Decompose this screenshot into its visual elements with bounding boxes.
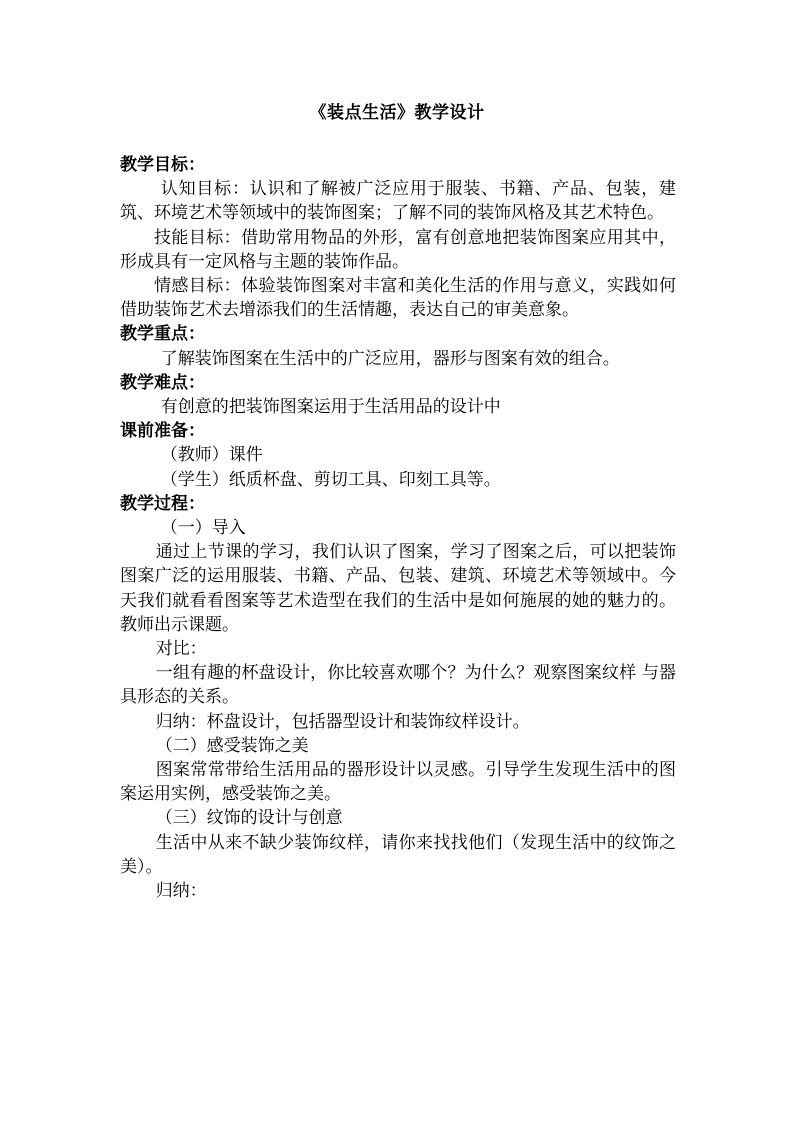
paragraph-goal-skill: 技能目标：借助常用物品的外形，富有创意地把装饰图案应用其中，形成具有一定风格与主题的装饰作品。 xyxy=(120,227,676,272)
section-heading-goals: 教学目标： xyxy=(120,155,205,175)
paragraph-prep-student: （学生）纸质杯盘、剪切工具、印刻工具等。 xyxy=(160,469,501,490)
section-heading-key-points: 教学重点： xyxy=(120,324,205,345)
paragraph-step-1: 通过上节课的学习，我们认识了图案，学习了图案之后，可以把装饰图案广泛的运用服装、书籍、产品、包装、建筑、环境艺术等领域中。今天我们就看看图案等艺术造型在我们的生活中是如何施展的她的魅力的。教师出示课题。 xyxy=(120,542,676,635)
paragraph-goal-cognitive: 认知目标：认识和了解被广泛应用于服装、书籍、产品、包装，建筑、环境艺术等领域中的装饰图案；了解不同的装饰风格及其艺术特色。 xyxy=(120,179,676,224)
paragraph-difficulties: 有创意的把装饰图案运用于生活用品的设计中 xyxy=(160,397,501,418)
step-3-title: （三）纹饰的设计与创意 xyxy=(155,808,343,829)
step-1-title: （一）导入 xyxy=(160,518,246,539)
paragraph-summary-1: 归纳：杯盘设计，包括器型设计和装饰纹样设计。 xyxy=(155,711,530,732)
paragraph-key-points: 了解装饰图案在生活中的广泛应用，器形与图案有效的组合。 xyxy=(160,348,620,369)
paragraph-summary-2: 归纳： xyxy=(155,881,207,902)
paragraph-prep-teacher: （教师）课件 xyxy=(160,445,263,466)
paragraph-compare: 一组有趣的杯盘设计，你比较喜欢哪个？为什么？观察图案纹样 与器具形态的关系。 xyxy=(120,663,676,708)
step-2-title: （二）感受装饰之美 xyxy=(155,735,309,756)
document-body xyxy=(120,153,676,903)
section-heading-difficulties: 教学难点： xyxy=(120,372,205,393)
page-title: 《装点生活》教学设计 xyxy=(309,103,485,123)
section-heading-process: 教学过程： xyxy=(120,493,205,514)
paragraph-step-2: 图案常常带给生活用品的器形设计以灵感。引导学生发现生活中的图案运用实例，感受装饰之美。 xyxy=(120,760,676,805)
paragraph-step-3: 生活中从来不缺少装饰纹样，请你来找找他们（发现生活中的纹饰之美）。 xyxy=(120,832,676,877)
compare-label: 对比： xyxy=(155,639,207,660)
paragraph-goal-emotion: 情感目标：体验装饰图案对丰富和美化生活的作用与意义，实践如何借助装饰艺术去增添我们的生活情趣，表达自己的审美意象。 xyxy=(120,276,676,321)
section-heading-preparation: 课前准备： xyxy=(120,421,205,442)
